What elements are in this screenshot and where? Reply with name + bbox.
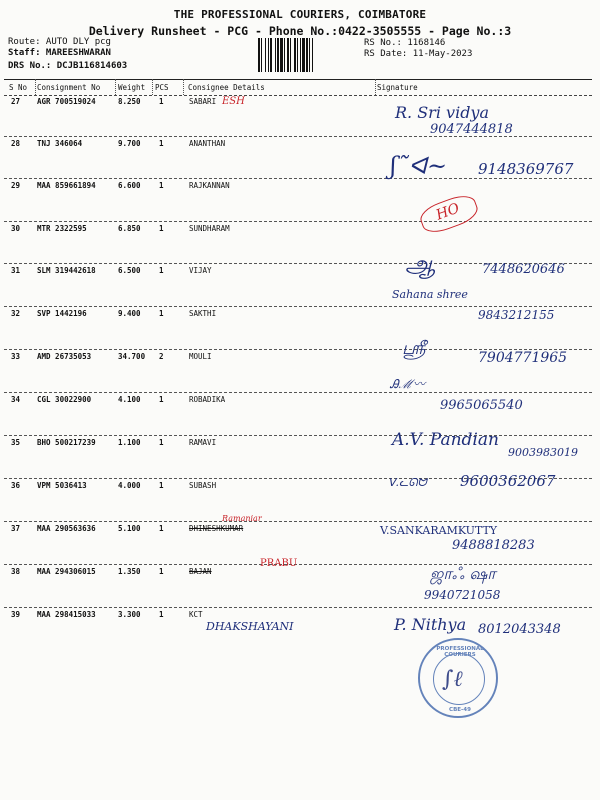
row-sno: 37	[11, 524, 21, 533]
row-weight: 8.250	[118, 97, 141, 106]
row-consignment-no: SLM 319442618	[37, 266, 96, 275]
row-consignment-no: MAA 859661894	[37, 181, 96, 190]
rs-date: RS Date: 11-May-2023	[364, 49, 473, 59]
row-pcs: 1	[159, 610, 164, 619]
row-sno: 31	[11, 266, 21, 275]
row-sno: 33	[11, 352, 21, 361]
row-sno: 30	[11, 224, 21, 233]
col-weight: Weight	[118, 83, 146, 92]
row-sno: 27	[11, 97, 21, 106]
row-pcs: 1	[159, 481, 164, 490]
handwritten-name-suffix: ESH	[222, 96, 245, 107]
signature-row-30: ஆ	[405, 250, 436, 278]
phone-row-30: 7448620646	[482, 262, 565, 277]
row-consignee: SABARI	[189, 97, 217, 106]
row-consignment-no: MAA 290563636	[37, 524, 96, 533]
drs-number: DRS No.: DCJB116814603	[8, 61, 128, 71]
row-consignee: ROBADIKA	[189, 395, 226, 404]
signature-row-32: ஸ்ரீ	[402, 338, 426, 359]
signature-row-27: R. Sri vidya	[395, 103, 490, 122]
row-consignment-no: TNJ 346064	[37, 139, 83, 148]
row-pcs: 2	[159, 352, 164, 361]
row-sno: 29	[11, 181, 21, 190]
row-consignee: ANANTHAN	[189, 139, 226, 148]
row-consignment-no: MTR 2322595	[37, 224, 87, 233]
row-pcs: 1	[159, 139, 164, 148]
phone-row-36: 9488818283	[452, 538, 535, 553]
handwritten-name-row-38: DHAKSHAYANI	[206, 620, 294, 633]
seal-text-bottom: CBE-49	[449, 707, 471, 713]
row-pcs: 1	[159, 567, 164, 576]
phone-row-31: 9843212155	[478, 308, 555, 322]
table-header	[4, 79, 592, 96]
col-consignment: Consignment No	[37, 83, 101, 92]
barcode	[258, 38, 358, 72]
row-pcs: 1	[159, 266, 164, 275]
handwritten-name-row-37: PRABU	[260, 558, 298, 569]
row-weight: 6.850	[118, 224, 141, 233]
row-sno: 39	[11, 610, 21, 619]
row-weight: 3.300	[118, 610, 141, 619]
row-pcs: 1	[159, 524, 164, 533]
handwritten-name-suffix-36: Ramaniar	[222, 514, 262, 523]
row-pcs: 1	[159, 395, 164, 404]
row-consignee: MOULI	[189, 352, 212, 361]
row-consignment-no: CGL 30022900	[37, 395, 92, 404]
row-sno: 36	[11, 481, 21, 490]
row-sno: 32	[11, 309, 21, 318]
barcode-bar	[313, 38, 316, 72]
signature-row-37: ஜாஃ ஷா	[430, 564, 496, 583]
row-sno: 28	[11, 139, 21, 148]
row-sno: 34	[11, 395, 21, 404]
route-label: Route: AUTO DLY pcg	[8, 37, 111, 47]
signature-row-28: ʃ˜ᐊ~	[390, 152, 448, 180]
row-pcs: 1	[159, 224, 164, 233]
col-sno: S No	[9, 83, 28, 92]
row-consignment-no: MAA 294306015	[37, 567, 96, 576]
row-pcs: 1	[159, 97, 164, 106]
ho-mark: HO	[433, 200, 462, 224]
phone-row-32: 7904771965	[478, 350, 568, 366]
col-consignee: Consignee Details	[188, 83, 265, 92]
seal-signature: ∫ℓ	[442, 667, 463, 692]
phone-row-37: 9940721058	[424, 588, 501, 602]
runsheet-subtitle: Delivery Runsheet - PCG - Phone No.:0422-3505555 - Page No.:3	[88, 24, 512, 38]
table-row	[4, 222, 592, 264]
row-sno: 35	[11, 438, 21, 447]
row-weight: 9.700	[118, 139, 141, 148]
signature-row-31: Sahana shree	[392, 288, 468, 301]
company-seal	[418, 638, 498, 718]
row-pcs: 1	[159, 309, 164, 318]
row-consignee: DHINESHKUMAR	[189, 524, 244, 533]
row-pcs: 1	[159, 181, 164, 190]
row-consignment-no: AMD 26735053	[37, 352, 92, 361]
row-weight: 6.600	[118, 181, 141, 190]
row-weight: 1.350	[118, 567, 141, 576]
table-row	[4, 565, 592, 608]
row-consignee: RAJKANNAN	[189, 181, 230, 190]
col-signature: Signature	[377, 83, 418, 92]
signature-row-34: A.V. Pandian	[392, 430, 499, 450]
row-weight: 1.100	[118, 438, 141, 447]
row-consignment-no: AGR 700519024	[37, 97, 96, 106]
phone-row-33: 9965065540	[440, 398, 523, 413]
row-consignment-no: BHO 500217239	[37, 438, 96, 447]
row-consignment-no: SVP 1442196	[37, 309, 87, 318]
signature-row-35: ᐯ.ᓚᘏᗢ	[388, 476, 427, 489]
company-title: THE PROFESSIONAL COURIERS, COIMBATORE	[173, 8, 427, 21]
table-row	[4, 179, 592, 222]
row-consignee: VIJAY	[189, 266, 212, 275]
row-consignee: SUBASH	[189, 481, 217, 490]
phone-row-34: 9003983019	[508, 446, 578, 459]
staff-label: Staff: MAREESHWARAN	[8, 48, 111, 58]
row-weight: 4.100	[118, 395, 141, 404]
signature-row-33: Ꭿℳ〰	[390, 377, 426, 391]
rs-number: RS No.: 1168146	[364, 38, 446, 48]
row-consignee: SAKTHI	[189, 309, 217, 318]
row-weight: 4.000	[118, 481, 141, 490]
row-consignee: KCT	[189, 610, 203, 619]
row-weight: 34.700	[118, 352, 146, 361]
signature-row-36: V.SANKARAMKUTTY	[380, 524, 498, 537]
row-weight: 9.400	[118, 309, 141, 318]
phone-row-28: 9148369767	[478, 160, 574, 178]
phone-row-35: 9600362067	[460, 472, 556, 490]
phone-row-38: 8012043348	[478, 622, 561, 637]
seal-text-top: PROFESSIONAL COURIERS	[436, 646, 484, 658]
row-consignee: SUNDHARAM	[189, 224, 230, 233]
row-pcs: 1	[159, 438, 164, 447]
phone-row-27: 9047444818	[430, 122, 513, 137]
row-consignment-no: VPM 5036413	[37, 481, 87, 490]
row-consignment-no: MAA 298415033	[37, 610, 96, 619]
row-consignee: BAJAN	[189, 567, 212, 576]
row-sno: 38	[11, 567, 21, 576]
row-weight: 5.100	[118, 524, 141, 533]
row-consignee: RAMAVI	[189, 438, 217, 447]
signature-row-38: P. Nithya	[394, 615, 467, 634]
row-weight: 6.500	[118, 266, 141, 275]
col-pcs: PCS	[155, 83, 169, 92]
